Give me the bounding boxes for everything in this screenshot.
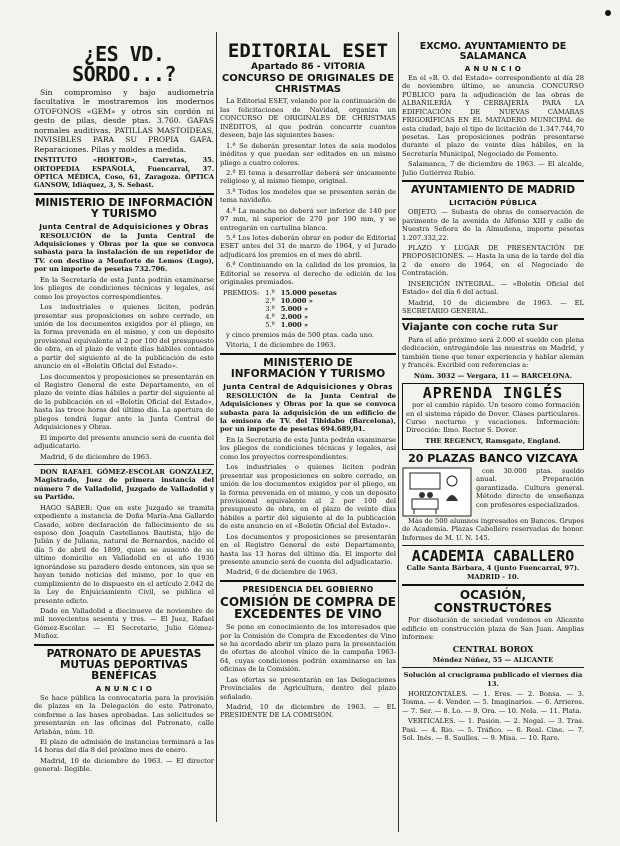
patronato-paragraph: El plazo de admisión de instancias terminará a las 14 horas del día 8 del próximo mes de enero.: [34, 737, 214, 755]
ministerio-junta: Junta Central de Adquisiciones y Obras: [39, 221, 209, 231]
ad-vizcaya: [402, 453, 584, 542]
notice-salamanca: [402, 42, 584, 177]
notice-edicto: [34, 468, 214, 641]
patronato-title: PATRONATO DE APUESTAS MUTUAS DEPORTIVAS BENÉFICAS: [46, 647, 202, 682]
madrid-paragraph: OBJETO. — Subasta de obras de conservación de pavimento de la avenida de Alfonso XIII y calle de Nuestra Señora de la Almudena, importe pesetas 1.207.332,22.: [402, 208, 584, 242]
premio-value: 15.000 pesetas: [280, 288, 337, 297]
madrid-date: Madrid, 10 de diciembre de 1963. — EL SECRETARIO GENERAL.: [402, 298, 584, 316]
premio-rank: 5.º: [265, 320, 275, 329]
salamanca-paragraph: En el «B. O. del Estado» correspondiente al día 28 de noviembre último, se anuncia CONCURSO PÚBLICO para la adjudicación de las obras de ALBAÑILERÍA Y CERRAJERÍA PARA LA EDIFICACIÓN DE NUEVAS CÁMARAS FRIGORÍFICAS EN EL MATADERO MUNICIPAL de esta ciudad, bajo el tipo de licitación de 1.347.744,70 pesetas. Las proposiciones podrán presentarse durante el plazo de veinte días hábiles, en la Secretaría Municipal, Negociado de Fomento.: [402, 73, 584, 158]
ocasion-title: OCASIÓN, CONSTRUCTORES: [433, 588, 553, 615]
vino-presidencia: PRESIDENCIA DEL GOBIERNO: [242, 584, 374, 594]
crossword-heading: Solución al crucigrama publicado el viernes día 13.: [403, 671, 583, 688]
salamanca-date: Salamanca, 7 de diciembre de 1963. — El alcalde, Julio Gutiérrez Rubio.: [402, 160, 584, 177]
ministerio2-paragraph: Los documentos y proposiciones se presentarán en el Registro General de este Departamento, hasta las 13 horas del último día. El importe del presente anuncio será de cuenta del adjudicatario.: [220, 532, 396, 566]
madrid-title: AYUNTAMIENTO DE MADRID: [410, 184, 576, 197]
edicto-body: HAGO SABER: Que en este Juzgado se tramita expediente a instancia de Doña María-Ana Gallardo Casado, sobre declaración de fallecimiento de su esposo don Joaquín Castellanos Bautista, hijo de Julián y de Juliana, natural de Bernardos, nacido el día 5 de abril de 1899, quien se ausentó de su último domicilio en Valladolid en el año 1936 ignorándose su paradero desde entonces, sin que se hayan tenido noticias del mismo, por lo que en cumplimiento de lo dispuesto en el artículo 2.042 de la Ley de Enjuiciamiento Civil, se publica el presente edicto.: [34, 503, 214, 605]
eset-title: EDITORIAL ESET: [227, 40, 389, 62]
crossword-solution: [402, 671, 584, 743]
premio-rank: 4.º: [265, 312, 275, 321]
madrid-paragraph: PLAZO Y LUGAR DE PRESENTACIÓN DE PROPOSICIONES. — Hasta la una de la tarde del día 2 de enero de 1964, en el Negociado de Contratación.: [402, 243, 584, 278]
ad-sordo-title: ¿ES VD. SORDO...?: [72, 42, 176, 86]
academia-title: ACADEMIA CABALLERO: [411, 547, 575, 566]
column-1: [34, 30, 214, 830]
divider: [402, 667, 584, 668]
viajante-text: Para el año próximo será 2.000 el sueldo con plena dedicación, entregándole las muestras en Madrid, y también tiene que tener experiencia y hablar alemán y francés. Escribid con referencias a:: [402, 335, 584, 370]
ministerio2-title: MINISTERIO DE INFORMACIÓN Y TURISMO: [230, 356, 386, 380]
ministerio-paragraph: Los documentos y proposiciones se presentarán en el Registro General de este Departamento, en el plazo de veinte días hábiles a partir del siguiente al de la publicación en el «Boletín Oficial del Estado», hasta las trece horas del último día. La apertura de pliegos tendrá lugar ante la Junta Central de Adquisiciones y Obras.: [34, 372, 214, 432]
salamanca-anuncio: A N U N C I O: [464, 63, 522, 73]
ad-academia: [402, 549, 584, 581]
column-rule-2: [398, 32, 399, 832]
viajante-address: Núm. 3032 — Vergara, 11 — BARCELONA.: [413, 371, 573, 380]
patronato-paragraph: Se hace pública la convocatoria para la provisión de plazas en la Delegación de este Patronato, conforme a las bases aprobadas. Las solicitudes se presentarán en las oficinas del Patronato, calle Arlabán, núm. 10.: [34, 693, 214, 736]
eset-base: 3.ª Todos los modelos que se presenten serán de tema navideño.: [220, 187, 396, 205]
eset-extra: y cinco premios más de 500 ptas. cada uno.: [226, 330, 375, 339]
column-2: [220, 30, 396, 830]
ad-sordo: [34, 44, 214, 190]
notice-ministerio-2: [220, 358, 396, 577]
ministerio2-date: Madrid, 6 de diciembre de 1963.: [226, 568, 338, 577]
ad-sordo-text: Sin compromiso y bajo audiometría facultativa le mostraremos los modernos OTOFONOS «GEM» y otros sin cordón ni gesto de pilas, desde ptas. 3.760. GAFAS normales auditivas. PATILLAS MASTOIDEAS, INVISIBLES PARA SU PROPIA GAFA. Reparaciones. Pilas y moldes a medida.: [34, 88, 214, 154]
ministerio2-paragraph: Los industriales o quienes liciten podrán presentar sus proposiciones en sobre cerrado, en unión de los documentos exigidos por el pliego, en la forma prevenida en el mismo, y con un depósito provisional equivalente al 2 por 100 del presupuesto de obra, en el plazo de veinte días hábiles a partir del siguiente al de la publicación de este anuncio en el «Boletín Oficial del Estado».: [220, 463, 396, 531]
column-3: [402, 30, 584, 840]
ministerio-paragraph: Los industriales o quienes liciten, podrán presentar sus proposiciones en sobre cerrado, en unión de los documentos exigidos por el pliego, en la forma prevenida en el mismo, y con un depósito provisional equivalente al 2 por 100 del presupuesto de obra, en el plazo de veinte días hábiles contados a partir del siguiente al de la publicación de este anuncio en el «Boletín Oficial del Estado».: [34, 303, 214, 371]
viajante-title: Viajante con coche ruta Sur: [402, 322, 558, 334]
eset-intro: La Editorial ESET, velando por la continuación de las felicitaciones de Navidad, organiza un CONCURSO DE ORIGINALES DE CHRISTMAS INÉDITOS, al que podrán concurrir cuantos deseen, bajo las siguientes bases:: [220, 97, 396, 140]
eset-base: 1.ª Se deberán presentar lotes de seis modelos inéditos y que puedan ser editados en un mismo pliego a cuatro colores.: [220, 141, 396, 167]
ocasion-address: Méndez Núñez, 55 — ALICANTE: [432, 655, 554, 664]
ad-ingles: [402, 383, 584, 450]
salamanca-title: EXCMO. AYUNTAMIENTO DE SALAMANCA: [419, 41, 567, 62]
premio-rank: 2.º: [265, 296, 275, 305]
divider: [402, 180, 584, 182]
divider: [34, 644, 214, 646]
notice-madrid: [402, 185, 584, 315]
vino-paragraph: Se pone en conocimiento de los interesados que por la Comisión de Compra de Excedentes de Vino se ha acordado abrir un plazo para la presentación de ofertas de alcohol vínico de la campaña 1963-64, cuyas condiciones podrán examinarse en las oficinas de la Comisión.: [220, 623, 396, 674]
divider: [402, 584, 584, 586]
divider: [34, 193, 214, 195]
column-rule-1: [216, 32, 217, 822]
ad-ocasion: [402, 589, 584, 664]
premio-value: 1.000 »: [280, 320, 309, 329]
divider: [402, 318, 584, 320]
ad-viajante: [402, 323, 584, 380]
ministerio-resolucion: RESOLUCIÓN de la Junta Central de Adquisiciones y Obras por la que se convoca subasta para la instalación de un repetidor de TV. con destino a Monforte de Lemos (Lugo), por un importe de pesetas 732.706.: [34, 231, 214, 274]
divider: [220, 580, 396, 582]
ministerio2-resolucion: RESOLUCIÓN de la Junta Central de Adquisiciones y Obras por la que se convoca subasta para la adquisición de un edificio de la emisora de TV. del Tibidabo (Barcelona), por un importe de pesetas 694.689,01.: [220, 391, 396, 434]
crossword-horizontal: HORIZONTALES. — 1. Eres. — 2. Bonsa. — 3. Tosma. — 4. Vender. — 5. Imaginarios. — 6. Arrieros. — 7. Ser. — 8. Lo. — 9. Ora. — 10. Nela. — 11. Plata.: [402, 689, 584, 715]
eset-base: 5.ª Los lotes deberán obrar en poder de Editorial ESET antes del 31 de marzo de 1964, y el Jurado adjudicará los premios en el mes de abril.: [220, 234, 396, 259]
madrid-licitacion: LICITACIÓN PÚBLICA: [449, 198, 537, 208]
vino-title: COMISIÓN DE COMPRA DE EXCEDENTES DE VINO: [220, 594, 396, 622]
vizcaya-text: con 30.000 ptas. sueldo anual. Preparación garantizada. Cultura general. Método directo de enseñanza con profesores especializados.: [476, 466, 584, 509]
vino-date: Madrid, 10 de diciembre de 1963. — EL PRESIDENTE DE LA COMISIÓN.: [220, 703, 396, 720]
eset-base: 2.ª El tema a desarrollar deberá ser únicamente religioso y, al mismo tiempo, original.: [220, 168, 396, 186]
premios-table: [220, 289, 340, 329]
divider: [402, 545, 584, 546]
vino-paragraph: Las ofertas se presentarán en las Delegaciones Provinciales de Agricultura, dentro del plazo señalado.: [220, 675, 396, 701]
ministerio2-paragraph: En la Secretaría de esta Junta podrán examinarse los pliegos de condiciones técnicas y legales, así como los proyectos correspondientes.: [220, 435, 396, 461]
ink-mark: [605, 10, 611, 16]
eset-base: 4.ª La mancha no deberá ser inferior de 140 por 97 mm, ni superior de 270 por 190 mm, y se entregarán en cartulina blanca.: [220, 206, 396, 232]
patronato-anuncio: A N U N C I O: [95, 683, 153, 693]
notice-vino: [220, 585, 396, 720]
ad-eset: [220, 42, 396, 350]
ministerio-title: MINISTERIO DE INFORMACIÓN Y TURISMO: [35, 196, 213, 220]
ocasion-text: Por disolución de sociedad vendemos en Alicante edificio en construcción plaza de San Juan. Amplias informes:: [402, 616, 584, 642]
eset-concurso: CONCURSO DE ORIGINALES DE CHRISTMAS: [221, 73, 395, 95]
divider: [220, 353, 396, 355]
premio-value: 10.000 »: [280, 296, 313, 305]
premio-rank: 1.º: [265, 288, 275, 297]
eset-date: Vitoria, 1 de diciembre de 1963.: [226, 341, 336, 350]
notice-patronato: [34, 649, 214, 774]
edicto-signature: Dado en Valladolid a diecinueve de noviembre de mil novecientos sesenta y tres. — El Juez, Rafael Gómez-Escolar. — El Secretario, Julio Gómez-Muñoz.: [34, 606, 214, 641]
ad-sordo-addresses: INSTITUTO «HORTOR», Carretas, 35. ORTOPEDIA ESPAÑOLA, Fuencarral, 37. ÓPTICA MÉDICA, Coso, 61, Zaragoza. ÓPTICA GANSOW, Idiáquez, 3, S. Sebast.: [34, 156, 214, 190]
ministerio-date: Madrid, 6 de diciembre de 1963.: [40, 452, 152, 461]
ministerio-paragraph: El importe del presente anuncio será de cuenta del adjudicatario.: [34, 433, 214, 451]
ministerio2-junta: Junta Central de Adquisiciones y Obras: [223, 381, 393, 391]
premio-rank: 3.º: [265, 304, 275, 313]
premios-label: PREMIOS:: [223, 288, 260, 297]
vizcaya-title: 20 PLAZAS BANCO VIZCAYA: [408, 452, 578, 466]
vizcaya-text-2: Más de 500 alumnos ingresados en Bancos. Grupos de Academia. Plazas Cabellero reservadas de honor. Informes de M. U. N. 145.: [402, 516, 584, 542]
ingles-address: THE REGENCY, Ramsgate, England.: [425, 436, 561, 445]
notice-ministerio-1: [34, 198, 214, 461]
ocasion-company: CENTRAL BOROX: [452, 643, 534, 654]
edicto-heading: DON RAFAEL GÓMEZ-ESCOLAR GONZÁLEZ, Magistrado, Juez de primera instancia del número 7 de Valladolid, Juzgado de Valladolid y su Partido.: [34, 467, 214, 502]
patronato-date: Madrid, 10 de diciembre de 1963. — El director general: Ilegible.: [34, 756, 214, 774]
premio-value: 5.000 »: [280, 304, 309, 313]
crossword-vertical: VERTICALES. — 1. Pasión. — 2. Nogal. — 3. Tras. Pasi. — 4. Rio. — 5. Tráfico. — 6. Real. Cine. — 7. Sol. Inés. — 8. Saulles. — 9. Misa. — 10. Raro.: [402, 717, 584, 743]
ingles-text: por el cambio rápido. Un tesoro como formación en el sistema rápido de Dover. Clases particulares. Curso nocturno y vacaciones. Información: Dirección: Ilmo. Rector S. Dover.: [406, 401, 580, 435]
eset-base: 6.ª Continuando en la calidad de los premios, la Editorial se reserva el derecho de edición de los originales premiados.: [220, 261, 396, 287]
academia-address: Calle Santa Bárbara, 4 (junto Fuencarral, 97). MADRID - 10.: [406, 564, 580, 581]
divider: [34, 464, 214, 465]
eset-apartado: Apartado 86 - VITORIA: [251, 62, 365, 72]
madrid-paragraph: INSERCIÓN INTEGRAL. — «Boletín Oficial del Estado» del día 6 del actual.: [402, 279, 584, 297]
classroom-illustration: [402, 467, 472, 517]
ministerio-paragraph: En la Secretaría de esta Junta podrán examinarse los pliegos de condiciones técnicas y legales, así como los proyectos correspondientes.: [34, 275, 214, 301]
premio-value: 2.000 »: [280, 312, 309, 321]
ingles-title: APRENDA INGLÉS: [422, 384, 564, 403]
